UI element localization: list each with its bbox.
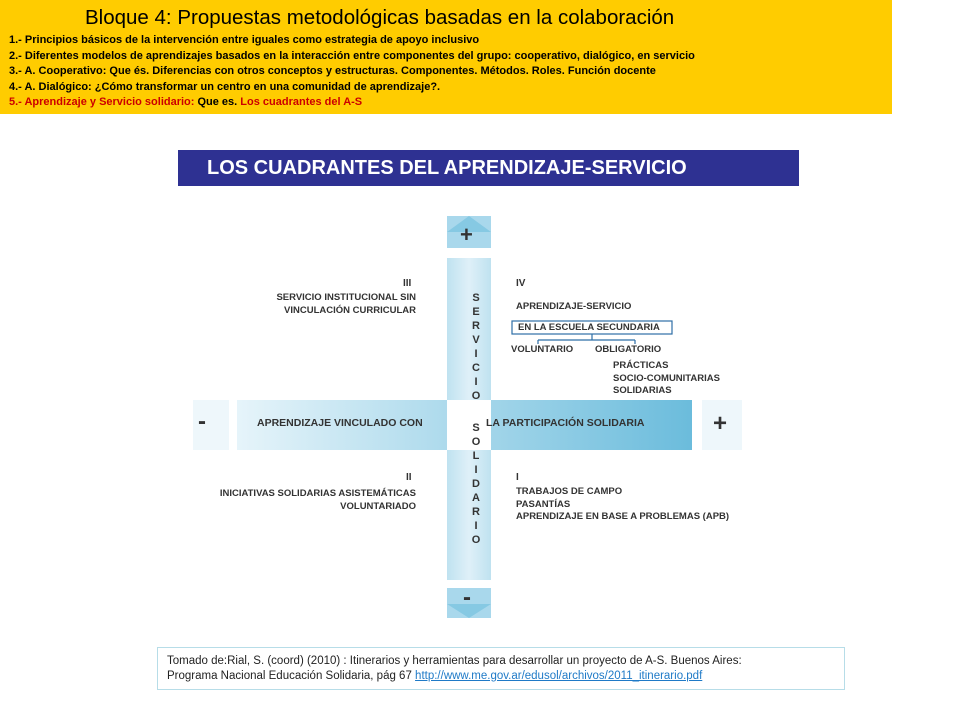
quadrant-4-number: IV [516,278,526,289]
quadrant-2-text [220,488,416,513]
vertical-letter: V [472,334,480,346]
quadrant-3-text [276,292,416,317]
quadrant-4-text [613,360,720,398]
vertical-letter: O [471,436,481,448]
block-title: Bloque 4: Propuestas metodológicas basadas en la colaboración [85,6,675,29]
citation-line-2-text: Programa Nacional Educación Solidaria, pág 67 [167,670,416,682]
topic-item-2: 2.- Diferentes modelos de aprendizajes basados en la interacción entre componentes del grupo: cooperativo, dialógico, en servicio [9,49,695,62]
quadrant-diagram [190,212,770,622]
quadrant-4-line: SOLIDARIAS [613,385,672,396]
vertical-letter: I [474,376,478,388]
quadrant-1-line: TRABAJOS DE CAMPO [516,486,623,497]
quadrant-2-line: VOLUNTARIADO [340,500,416,512]
vertical-letter: C [472,362,480,374]
vertical-letter: I [474,464,478,476]
quadrant-4-box-label: EN LA ESCUELA SECUNDARIA [518,322,660,333]
topic-item-4: 4.- A. Dialógico: ¿Cómo transformar un centro en una comunidad de aprendizaje?. [9,80,441,93]
quadrant-2-line: INICIATIVAS SOLIDARIAS ASISTEMÁTICAS [219,488,416,499]
branch-lines [538,334,635,344]
bottom-minus-sign: - [463,584,471,611]
quadrant-1-line: APRENDIZAJE EN BASE A PROBLEMAS (APB) [516,511,730,522]
quadrant-1-number: I [516,472,519,483]
citation-line-2 [167,670,702,682]
quadrant-4-line: PRÁCTICAS [613,360,669,371]
topic-item-3: 3.- A. Cooperativo: Que és. Diferencias con otros conceptos y estructuras. Componentes. Métodos. Roles. Función docente [9,65,656,77]
right-plus-sign: + [713,410,728,437]
branch-mandatory: OBLIGATORIO [595,344,662,355]
quadrant-3-number: III [403,278,412,289]
quadrant-3-line: SERVICIO INSTITUCIONAL SIN [276,292,416,303]
header-banner [0,0,892,114]
topic-item-5-part3: Los cuadrantes del A-S [237,96,363,108]
quadrant-1-text [516,486,729,524]
vertical-letter: O [471,534,481,546]
section-banner [178,150,799,186]
vertical-letter: O [471,390,481,402]
vertical-letter: A [472,492,480,504]
vertical-letter: R [472,320,480,332]
vertical-letter: I [474,520,478,532]
vertical-letter: I [474,348,478,360]
quadrant-4-title: APRENDIZAJE-SERVICIO [516,301,632,312]
axis-label-right: LA PARTICIPACIÓN SOLIDARIA [486,417,645,429]
topic-list [9,33,695,111]
branch-voluntary: VOLUNTARIO [511,344,574,355]
vertical-letter: S [472,292,480,304]
topic-item-5-part2: Que es. [197,96,238,108]
topic-item-1: 1.- Principios básicos de la intervención entre iguales como estrategia de apoyo inclusivo [9,34,480,46]
vertical-letter: L [472,450,480,462]
topic-item-5-part1: 5.- Aprendizaje y Servicio solidario: [9,96,198,108]
quadrant-2-number: II [406,472,412,483]
axis-intersection [447,400,491,450]
source-citation [157,647,845,690]
vertical-letter: E [472,306,480,318]
citation-line-1: Tomado de:Rial, S. (coord) (2010) : Itinerarios y herramientas para desarrollar un proyecto de A-S. Buenos Aires: [167,655,742,667]
quadrant-1-line: PASANTÍAS [516,498,571,510]
topic-item-5 [9,95,695,111]
left-minus-sign: - [198,408,206,435]
vertical-letter: S [472,422,480,434]
quadrant-4-line: SOCIO-COMUNITARIAS [613,372,720,384]
source-link[interactable]: http://www.me.gov.ar/edusol/archivos/2011_itinerario.pdf [415,670,703,682]
vertical-letter: R [472,506,480,518]
top-plus-sign: + [460,222,473,247]
quadrant-3-line: VINCULACIÓN CURRICULAR [284,304,416,316]
vertical-letter: D [472,478,480,490]
axis-label-left: APRENDIZAJE VINCULADO CON [257,417,423,429]
section-title: LOS CUADRANTES DEL APRENDIZAJE-SERVICIO [207,157,687,179]
